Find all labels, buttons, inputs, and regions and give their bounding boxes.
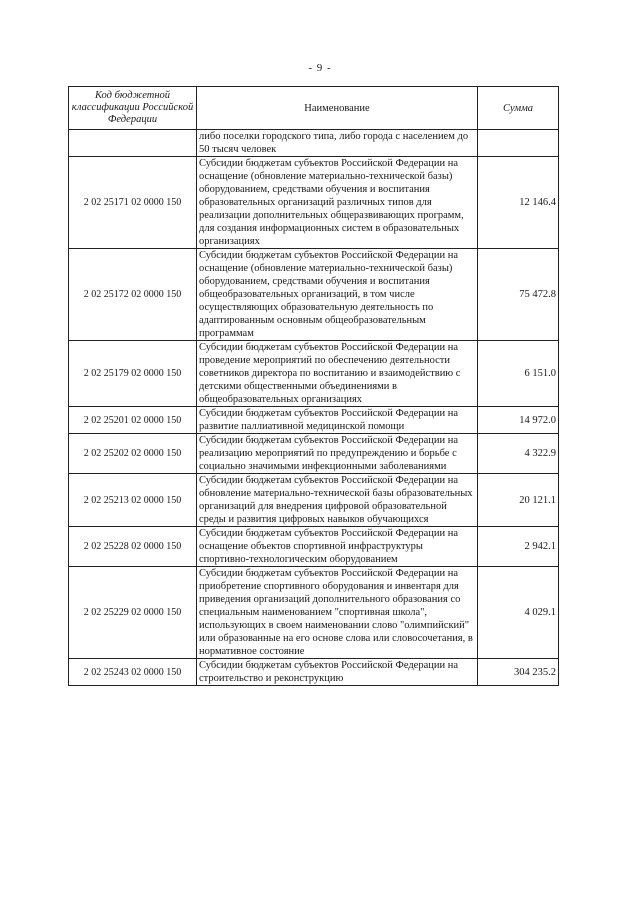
page-number: - 9 - bbox=[308, 62, 332, 74]
row-name: Субсидии бюджетам субъектов Российской Федерации на проведение мероприятий по обеспечению деятельности советников директора по воспитанию и взаимодействию с детскими общественными объединениями в общеобразовательных организациях bbox=[197, 341, 478, 407]
row-name: Субсидии бюджетам субъектов Российской Федерации на оснащение объектов спортивной инфраструктуры спортивно-технологическим оборудованием bbox=[197, 527, 478, 567]
table-row bbox=[69, 130, 559, 157]
row-amount: 4 029.1 bbox=[478, 567, 559, 659]
row-name: Субсидии бюджетам субъектов Российской Федерации на строительство и реконструкцию bbox=[197, 659, 478, 686]
row-amount: 304 235.2 bbox=[478, 659, 559, 686]
row-amount: 75 472.8 bbox=[478, 249, 559, 341]
row-amount: 2 942.1 bbox=[478, 527, 559, 567]
row-name: Субсидии бюджетам субъектов Российской Федерации на приобретение спортивного оборудования и инвентаря для приведения организаций дополнительного образования со специальным наименованием "спортивная школа", использующих в своем наименовании слово "олимпийский" или образованные на его основе слова или словосочетания, в нормативное состояние bbox=[197, 567, 478, 659]
row-name: Субсидии бюджетам субъектов Российской Федерации на оснащение (обновление материально-технической базы) оборудованием, средствами обучения и воспитания общеобразовательных организаций, в том числе осуществляющих образовательную деятельность по адаптированным основным общеобразовательным программам bbox=[197, 249, 478, 341]
row-code: 2 02 25172 02 0000 150 bbox=[69, 249, 197, 341]
budget-table bbox=[68, 86, 559, 686]
row-code: 2 02 25213 02 0000 150 bbox=[69, 474, 197, 527]
row-code: 2 02 25228 02 0000 150 bbox=[69, 527, 197, 567]
table-row bbox=[69, 567, 559, 659]
row-name: Субсидии бюджетам субъектов Российской Федерации на реализацию мероприятий по предупреждению и борьбе с социально значимыми инфекционными заболеваниями bbox=[197, 434, 478, 474]
table-row bbox=[69, 659, 559, 686]
row-amount: 4 322.9 bbox=[478, 434, 559, 474]
row-name: либо поселки городского типа, либо города с населением до 50 тысяч человек bbox=[197, 130, 478, 157]
row-code: 2 02 25202 02 0000 150 bbox=[69, 434, 197, 474]
table-row bbox=[69, 407, 559, 434]
header-code: Код бюджетной классификации Российской Федерации bbox=[69, 87, 197, 130]
header-amount: Сумма bbox=[478, 87, 559, 130]
row-code: 2 02 25179 02 0000 150 bbox=[69, 341, 197, 407]
row-code: 2 02 25243 02 0000 150 bbox=[69, 659, 197, 686]
row-amount: 20 121.1 bbox=[478, 474, 559, 527]
table-row bbox=[69, 434, 559, 474]
table-row bbox=[69, 474, 559, 527]
table-row bbox=[69, 341, 559, 407]
row-name: Субсидии бюджетам субъектов Российской Федерации на обновление материально-технической базы образовательных организаций для внедрения цифровой образовательной среды и развития цифровых навыков обучающихся bbox=[197, 474, 478, 527]
row-amount: 6 151.0 bbox=[478, 341, 559, 407]
row-code: 2 02 25229 02 0000 150 bbox=[69, 567, 197, 659]
row-name: Субсидии бюджетам субъектов Российской Федерации на развитие паллиативной медицинской помощи bbox=[197, 407, 478, 434]
row-amount: 12 146.4 bbox=[478, 157, 559, 249]
table-row bbox=[69, 249, 559, 341]
row-amount: 14 972.0 bbox=[478, 407, 559, 434]
row-name: Субсидии бюджетам субъектов Российской Федерации на оснащение (обновление материально-технической базы) оборудованием, средствами обучения и воспитания образовательных организаций различных типов для реализации дополнительных общеразвивающих программ, для создания информационных систем в образовательных организациях bbox=[197, 157, 478, 249]
table-row bbox=[69, 527, 559, 567]
row-amount bbox=[478, 130, 559, 157]
table-row bbox=[69, 157, 559, 249]
table-header-row bbox=[69, 87, 559, 130]
header-name: Наименование bbox=[197, 87, 478, 130]
row-code bbox=[69, 130, 197, 157]
row-code: 2 02 25171 02 0000 150 bbox=[69, 157, 197, 249]
row-code: 2 02 25201 02 0000 150 bbox=[69, 407, 197, 434]
